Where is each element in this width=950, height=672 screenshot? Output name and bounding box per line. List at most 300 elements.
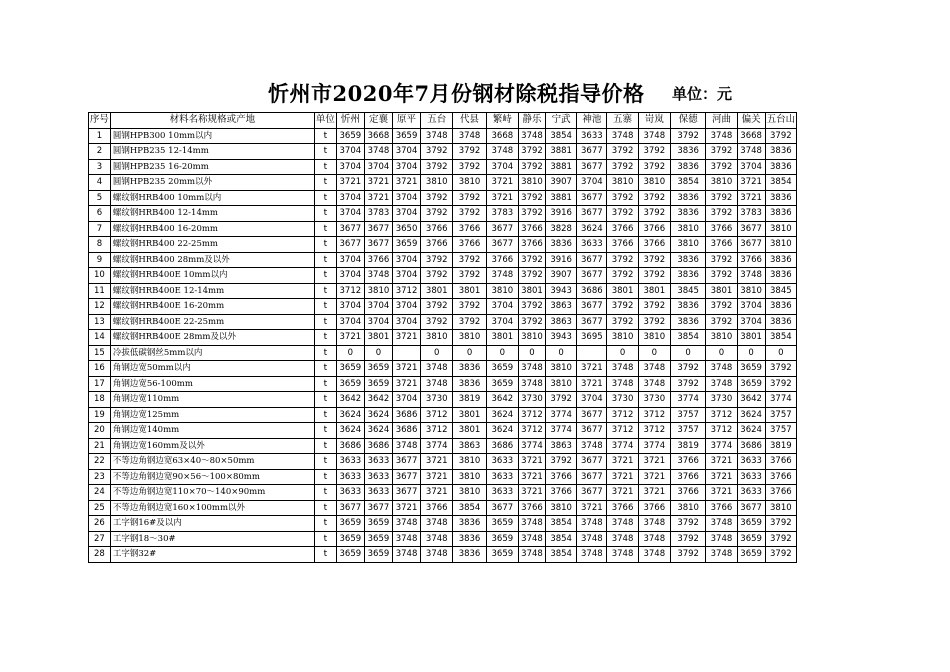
row-number: 19 xyxy=(89,407,111,423)
price-cell: 3704 xyxy=(393,268,421,284)
price-cell: 3774 xyxy=(421,438,453,454)
price-cell: 3730 xyxy=(421,392,453,408)
price-cell: 3766 xyxy=(607,500,638,516)
material-name: 工字钢16#及以内 xyxy=(110,516,314,532)
price-cell: 3774 xyxy=(765,392,796,408)
price-cell: 3659 xyxy=(486,361,518,377)
price-cell: 3810 xyxy=(453,485,486,501)
price-cell: 3766 xyxy=(364,252,392,268)
price-cell: 3766 xyxy=(638,221,670,237)
price-cell: 3721 xyxy=(393,376,421,392)
column-header: 岢岚 xyxy=(638,113,670,129)
unit-cell: t xyxy=(314,407,336,423)
price-cell: 3695 xyxy=(577,330,607,346)
price-cell: 3836 xyxy=(670,159,705,175)
price-cell: 3704 xyxy=(486,159,518,175)
price-cell: 3792 xyxy=(453,299,486,315)
price-cell: 3748 xyxy=(638,531,670,547)
price-cell: 3633 xyxy=(737,485,765,501)
price-cell: 3836 xyxy=(453,361,486,377)
price-cell: 3792 xyxy=(607,206,638,222)
price-cell: 3748 xyxy=(607,547,638,563)
price-cell: 3677 xyxy=(577,407,607,423)
price-cell: 3686 xyxy=(336,438,364,454)
price-cell: 3633 xyxy=(486,469,518,485)
table-row xyxy=(89,423,797,439)
price-cell: 3766 xyxy=(670,485,705,501)
price-cell: 3721 xyxy=(737,175,765,191)
price-cell: 3836 xyxy=(546,237,577,253)
price-cell: 3712 xyxy=(518,423,545,439)
row-number: 12 xyxy=(89,299,111,315)
price-cell: 3721 xyxy=(518,454,545,470)
price-cell: 3766 xyxy=(670,469,705,485)
price-cell: 3810 xyxy=(421,330,453,346)
price-cell: 3624 xyxy=(364,407,392,423)
price-cell: 3712 xyxy=(421,407,453,423)
price-cell: 3748 xyxy=(518,531,545,547)
price-cell: 3633 xyxy=(486,454,518,470)
price-cell: 3748 xyxy=(393,547,421,563)
price-cell: 3686 xyxy=(393,407,421,423)
price-cell: 3863 xyxy=(546,314,577,330)
price-cell: 3863 xyxy=(546,299,577,315)
price-cell: 3792 xyxy=(421,190,453,206)
price-cell: 3792 xyxy=(670,376,705,392)
price-cell: 3881 xyxy=(546,144,577,160)
price-cell: 3801 xyxy=(638,283,670,299)
table-row xyxy=(89,330,797,346)
price-cell: 3748 xyxy=(518,376,545,392)
material-name: 不等边角钢边宽160×100mm以外 xyxy=(110,500,314,516)
price-cell: 3801 xyxy=(453,423,486,439)
price-cell: 3677 xyxy=(486,221,518,237)
price-cell: 3704 xyxy=(393,159,421,175)
price-cell: 3704 xyxy=(336,159,364,175)
price-cell: 3792 xyxy=(607,159,638,175)
material-name: 角钢边宽125mm xyxy=(110,407,314,423)
price-cell: 3659 xyxy=(364,531,392,547)
price-cell: 3792 xyxy=(421,268,453,284)
unit-cell: t xyxy=(314,516,336,532)
material-name: 螺纹钢HRB400E 16-20mm xyxy=(110,299,314,315)
table-row xyxy=(89,361,797,377)
table-row xyxy=(89,376,797,392)
price-cell: 3677 xyxy=(364,500,392,516)
column-header: 静乐 xyxy=(518,113,545,129)
price-cell: 3748 xyxy=(607,376,638,392)
unit-cell: t xyxy=(314,159,336,175)
price-cell: 3650 xyxy=(393,221,421,237)
price-cell: 3677 xyxy=(336,221,364,237)
unit-cell: t xyxy=(314,144,336,160)
unit-cell: t xyxy=(314,547,336,563)
price-cell: 3686 xyxy=(364,438,392,454)
column-header: 河曲 xyxy=(706,113,737,129)
column-header: 五寨 xyxy=(607,113,638,129)
row-number: 2 xyxy=(89,144,111,160)
price-cell: 3704 xyxy=(336,314,364,330)
price-cell: 3659 xyxy=(336,516,364,532)
price-cell: 3659 xyxy=(737,531,765,547)
price-cell: 3704 xyxy=(336,144,364,160)
price-cell: 0 xyxy=(518,345,545,361)
price-cell: 3704 xyxy=(393,299,421,315)
price-cell: 3810 xyxy=(546,500,577,516)
table-row xyxy=(89,206,797,222)
price-cell: 3721 xyxy=(393,361,421,377)
unit-cell: t xyxy=(314,314,336,330)
price-cell: 3774 xyxy=(670,392,705,408)
table-row xyxy=(89,314,797,330)
price-cell: 3792 xyxy=(453,252,486,268)
table-row xyxy=(89,144,797,160)
price-cell: 3748 xyxy=(607,361,638,377)
column-header: 宁武 xyxy=(546,113,577,129)
price-cell xyxy=(393,345,421,361)
price-cell: 3748 xyxy=(638,128,670,144)
price-cell: 3854 xyxy=(765,330,796,346)
title-row xyxy=(0,78,950,112)
price-cell: 3704 xyxy=(336,268,364,284)
price-cell: 3704 xyxy=(577,392,607,408)
price-cell: 3686 xyxy=(393,423,421,439)
table-row xyxy=(89,175,797,191)
price-cell: 3730 xyxy=(706,392,737,408)
price-cell: 3642 xyxy=(336,392,364,408)
price-cell: 3721 xyxy=(421,469,453,485)
price-cell: 3854 xyxy=(546,531,577,547)
material-name: 螺纹钢HRB400 10mm以内 xyxy=(110,190,314,206)
price-cell: 3836 xyxy=(670,190,705,206)
price-cell: 3810 xyxy=(706,330,737,346)
price-cell: 3854 xyxy=(765,175,796,191)
price-cell: 3810 xyxy=(421,175,453,191)
price-cell: 3766 xyxy=(546,469,577,485)
price-cell: 3836 xyxy=(765,252,796,268)
price-cell: 3792 xyxy=(706,299,737,315)
material-name: 角钢边宽160mm及以外 xyxy=(110,438,314,454)
price-cell: 3721 xyxy=(336,330,364,346)
price-cell: 3792 xyxy=(421,252,453,268)
price-cell: 3801 xyxy=(518,283,545,299)
price-cell: 3792 xyxy=(706,190,737,206)
price-cell: 3659 xyxy=(393,128,421,144)
price-cell: 3677 xyxy=(393,485,421,501)
price-cell: 3721 xyxy=(706,485,737,501)
price-cell: 3659 xyxy=(737,547,765,563)
table-row xyxy=(89,392,797,408)
price-cell: 3774 xyxy=(607,438,638,454)
price-cell: 3704 xyxy=(393,314,421,330)
unit-cell: t xyxy=(314,485,336,501)
column-header: 代县 xyxy=(453,113,486,129)
unit-label: 单位：元 xyxy=(672,85,733,103)
price-cell: 3792 xyxy=(607,252,638,268)
price-cell: 3810 xyxy=(453,175,486,191)
price-cell: 3748 xyxy=(518,516,545,532)
price-cell: 3801 xyxy=(453,407,486,423)
price-cell: 3792 xyxy=(453,190,486,206)
price-cell: 3659 xyxy=(486,531,518,547)
price-cell: 3792 xyxy=(546,454,577,470)
price-cell: 3659 xyxy=(737,361,765,377)
row-number: 22 xyxy=(89,454,111,470)
material-name: 圆钢HPB300 10mm以内 xyxy=(110,128,314,144)
price-cell: 3748 xyxy=(453,128,486,144)
unit-cell: t xyxy=(314,361,336,377)
price-cell: 3721 xyxy=(638,469,670,485)
table-row xyxy=(89,516,797,532)
unit-cell: t xyxy=(314,469,336,485)
price-cell: 3836 xyxy=(765,268,796,284)
material-name: 角钢边宽110mm xyxy=(110,392,314,408)
price-cell: 3836 xyxy=(670,206,705,222)
price-cell: 3748 xyxy=(706,376,737,392)
table-body xyxy=(89,128,797,562)
unit-cell: t xyxy=(314,237,336,253)
price-cell: 3828 xyxy=(546,221,577,237)
price-cell: 3792 xyxy=(421,299,453,315)
unit-cell: t xyxy=(314,454,336,470)
price-cell: 0 xyxy=(421,345,453,361)
material-name: 螺纹钢HRB400E 28mm及以外 xyxy=(110,330,314,346)
price-cell: 3659 xyxy=(336,128,364,144)
price-cell: 3704 xyxy=(364,314,392,330)
price-table xyxy=(88,112,797,563)
price-cell: 3633 xyxy=(737,454,765,470)
column-header: 材料名称规格或产地 xyxy=(110,113,314,129)
price-cell: 3792 xyxy=(706,314,737,330)
price-cell: 3916 xyxy=(546,206,577,222)
price-cell: 3792 xyxy=(765,376,796,392)
price-cell: 3792 xyxy=(706,159,737,175)
column-header: 神池 xyxy=(577,113,607,129)
table-row xyxy=(89,128,797,144)
price-cell: 3704 xyxy=(393,252,421,268)
price-cell: 3633 xyxy=(364,454,392,470)
price-cell: 3712 xyxy=(607,423,638,439)
table-row xyxy=(89,299,797,315)
price-cell: 3810 xyxy=(486,283,518,299)
price-cell: 3810 xyxy=(638,175,670,191)
price-cell: 3801 xyxy=(364,330,392,346)
price-cell: 3766 xyxy=(670,454,705,470)
material-name: 螺纹钢HRB400E 22-25mm xyxy=(110,314,314,330)
header-row xyxy=(89,113,797,129)
price-cell: 3792 xyxy=(638,268,670,284)
price-cell: 3766 xyxy=(546,485,577,501)
row-number: 27 xyxy=(89,531,111,547)
price-cell: 3792 xyxy=(518,144,545,160)
price-cell: 3916 xyxy=(546,252,577,268)
price-cell: 3704 xyxy=(336,252,364,268)
price-cell: 3686 xyxy=(737,438,765,454)
row-number: 23 xyxy=(89,469,111,485)
price-cell: 3801 xyxy=(706,283,737,299)
price-cell: 3721 xyxy=(706,469,737,485)
price-cell: 3704 xyxy=(336,299,364,315)
price-cell: 3854 xyxy=(670,330,705,346)
table-row xyxy=(89,159,797,175)
price-cell: 0 xyxy=(453,345,486,361)
price-cell: 3748 xyxy=(364,144,392,160)
price-cell: 3810 xyxy=(518,330,545,346)
price-cell: 0 xyxy=(486,345,518,361)
price-cell: 3836 xyxy=(765,299,796,315)
price-cell: 3792 xyxy=(607,299,638,315)
row-number: 10 xyxy=(89,268,111,284)
price-cell: 3748 xyxy=(577,547,607,563)
material-name: 螺纹钢HRB400E 12-14mm xyxy=(110,283,314,299)
row-number: 5 xyxy=(89,190,111,206)
material-name: 冷拔低碳钢丝5mm以内 xyxy=(110,345,314,361)
price-cell: 3863 xyxy=(546,438,577,454)
price-cell: 3677 xyxy=(577,206,607,222)
price-cell: 3677 xyxy=(336,237,364,253)
column-header: 繁峙 xyxy=(486,113,518,129)
price-cell: 3712 xyxy=(421,423,453,439)
price-cell: 3677 xyxy=(577,144,607,160)
price-cell: 3836 xyxy=(670,252,705,268)
material-name: 圆钢HPB235 20mm以外 xyxy=(110,175,314,191)
price-cell: 3721 xyxy=(638,485,670,501)
price-cell: 3801 xyxy=(737,330,765,346)
price-cell: 3792 xyxy=(670,361,705,377)
price-cell: 3677 xyxy=(336,500,364,516)
page-title: 忻州市2020年7月份钢材除税指导价格 xyxy=(268,81,645,106)
material-name: 螺纹钢HRB400E 10mm以内 xyxy=(110,268,314,284)
price-cell: 3721 xyxy=(486,190,518,206)
price-cell: 3712 xyxy=(393,283,421,299)
price-cell: 3633 xyxy=(486,485,518,501)
price-cell: 3881 xyxy=(546,190,577,206)
table-row xyxy=(89,454,797,470)
unit-cell: t xyxy=(314,376,336,392)
price-cell: 3677 xyxy=(577,423,607,439)
row-number: 13 xyxy=(89,314,111,330)
price-cell: 3766 xyxy=(518,221,545,237)
price-cell: 3810 xyxy=(765,237,796,253)
price-cell: 3642 xyxy=(737,392,765,408)
unit-cell: t xyxy=(314,330,336,346)
unit-cell: t xyxy=(314,252,336,268)
price-cell: 3748 xyxy=(518,128,545,144)
price-cell: 3677 xyxy=(577,314,607,330)
row-number: 14 xyxy=(89,330,111,346)
price-cell: 3677 xyxy=(393,469,421,485)
price-cell: 3677 xyxy=(577,268,607,284)
price-cell: 3792 xyxy=(453,144,486,160)
price-cell: 3712 xyxy=(706,423,737,439)
price-cell: 3659 xyxy=(364,361,392,377)
column-header: 偏关 xyxy=(737,113,765,129)
price-cell: 3748 xyxy=(393,438,421,454)
price-cell: 3633 xyxy=(336,485,364,501)
price-cell: 3730 xyxy=(638,392,670,408)
price-cell: 3633 xyxy=(364,485,392,501)
price-cell: 3668 xyxy=(737,128,765,144)
column-header: 五台山 xyxy=(765,113,796,129)
table-row xyxy=(89,485,797,501)
price-cell: 3836 xyxy=(453,547,486,563)
price-cell: 3810 xyxy=(518,175,545,191)
price-cell: 3721 xyxy=(518,469,545,485)
price-cell: 3854 xyxy=(670,175,705,191)
price-cell: 3748 xyxy=(638,376,670,392)
price-cell: 3766 xyxy=(421,221,453,237)
price-cell: 3766 xyxy=(607,237,638,253)
price-cell: 3774 xyxy=(518,438,545,454)
price-cell: 3659 xyxy=(737,516,765,532)
price-cell: 3677 xyxy=(364,237,392,253)
price-cell: 3712 xyxy=(336,283,364,299)
price-cell: 3721 xyxy=(607,485,638,501)
price-cell: 3810 xyxy=(607,175,638,191)
price-cell: 3792 xyxy=(607,190,638,206)
material-name: 不等边角钢边宽110×70～140×90mm xyxy=(110,485,314,501)
price-cell: 3792 xyxy=(765,128,796,144)
price-cell: 3721 xyxy=(607,454,638,470)
price-cell: 3757 xyxy=(670,423,705,439)
price-cell: 3721 xyxy=(577,361,607,377)
unit-cell: t xyxy=(314,283,336,299)
price-cell: 3792 xyxy=(607,314,638,330)
price-cell: 3792 xyxy=(453,314,486,330)
price-cell: 3766 xyxy=(453,221,486,237)
price-cell: 3810 xyxy=(638,330,670,346)
price-cell: 3633 xyxy=(336,469,364,485)
column-header: 原平 xyxy=(393,113,421,129)
material-name: 角钢边宽140mm xyxy=(110,423,314,439)
price-cell: 3792 xyxy=(706,144,737,160)
column-header: 五台 xyxy=(421,113,453,129)
price-cell: 3721 xyxy=(607,469,638,485)
price-cell: 3792 xyxy=(421,206,453,222)
material-name: 工字钢32# xyxy=(110,547,314,563)
price-cell: 3792 xyxy=(670,547,705,563)
price-cell: 3659 xyxy=(486,547,518,563)
price-cell: 3810 xyxy=(607,330,638,346)
price-cell: 3836 xyxy=(453,531,486,547)
row-number: 28 xyxy=(89,547,111,563)
price-cell: 0 xyxy=(737,345,765,361)
price-cell: 3748 xyxy=(607,516,638,532)
price-cell: 3766 xyxy=(607,221,638,237)
price-cell: 3907 xyxy=(546,268,577,284)
price-cell: 3721 xyxy=(393,500,421,516)
price-cell: 3677 xyxy=(364,221,392,237)
price-cell: 3792 xyxy=(765,361,796,377)
table-row xyxy=(89,469,797,485)
price-cell: 3810 xyxy=(670,500,705,516)
price-cell: 3659 xyxy=(393,237,421,253)
price-cell: 3704 xyxy=(364,159,392,175)
price-cell: 3677 xyxy=(577,299,607,315)
row-number: 15 xyxy=(89,345,111,361)
price-cell: 3748 xyxy=(706,361,737,377)
column-header: 序号 xyxy=(89,113,111,129)
price-cell: 3801 xyxy=(453,283,486,299)
unit-cell: t xyxy=(314,423,336,439)
price-cell: 3686 xyxy=(486,438,518,454)
price-cell: 3659 xyxy=(737,376,765,392)
price-cell: 3704 xyxy=(336,206,364,222)
price-cell: 3881 xyxy=(546,159,577,175)
price-cell: 3766 xyxy=(518,500,545,516)
price-cell: 3748 xyxy=(638,547,670,563)
price-cell: 3757 xyxy=(765,407,796,423)
